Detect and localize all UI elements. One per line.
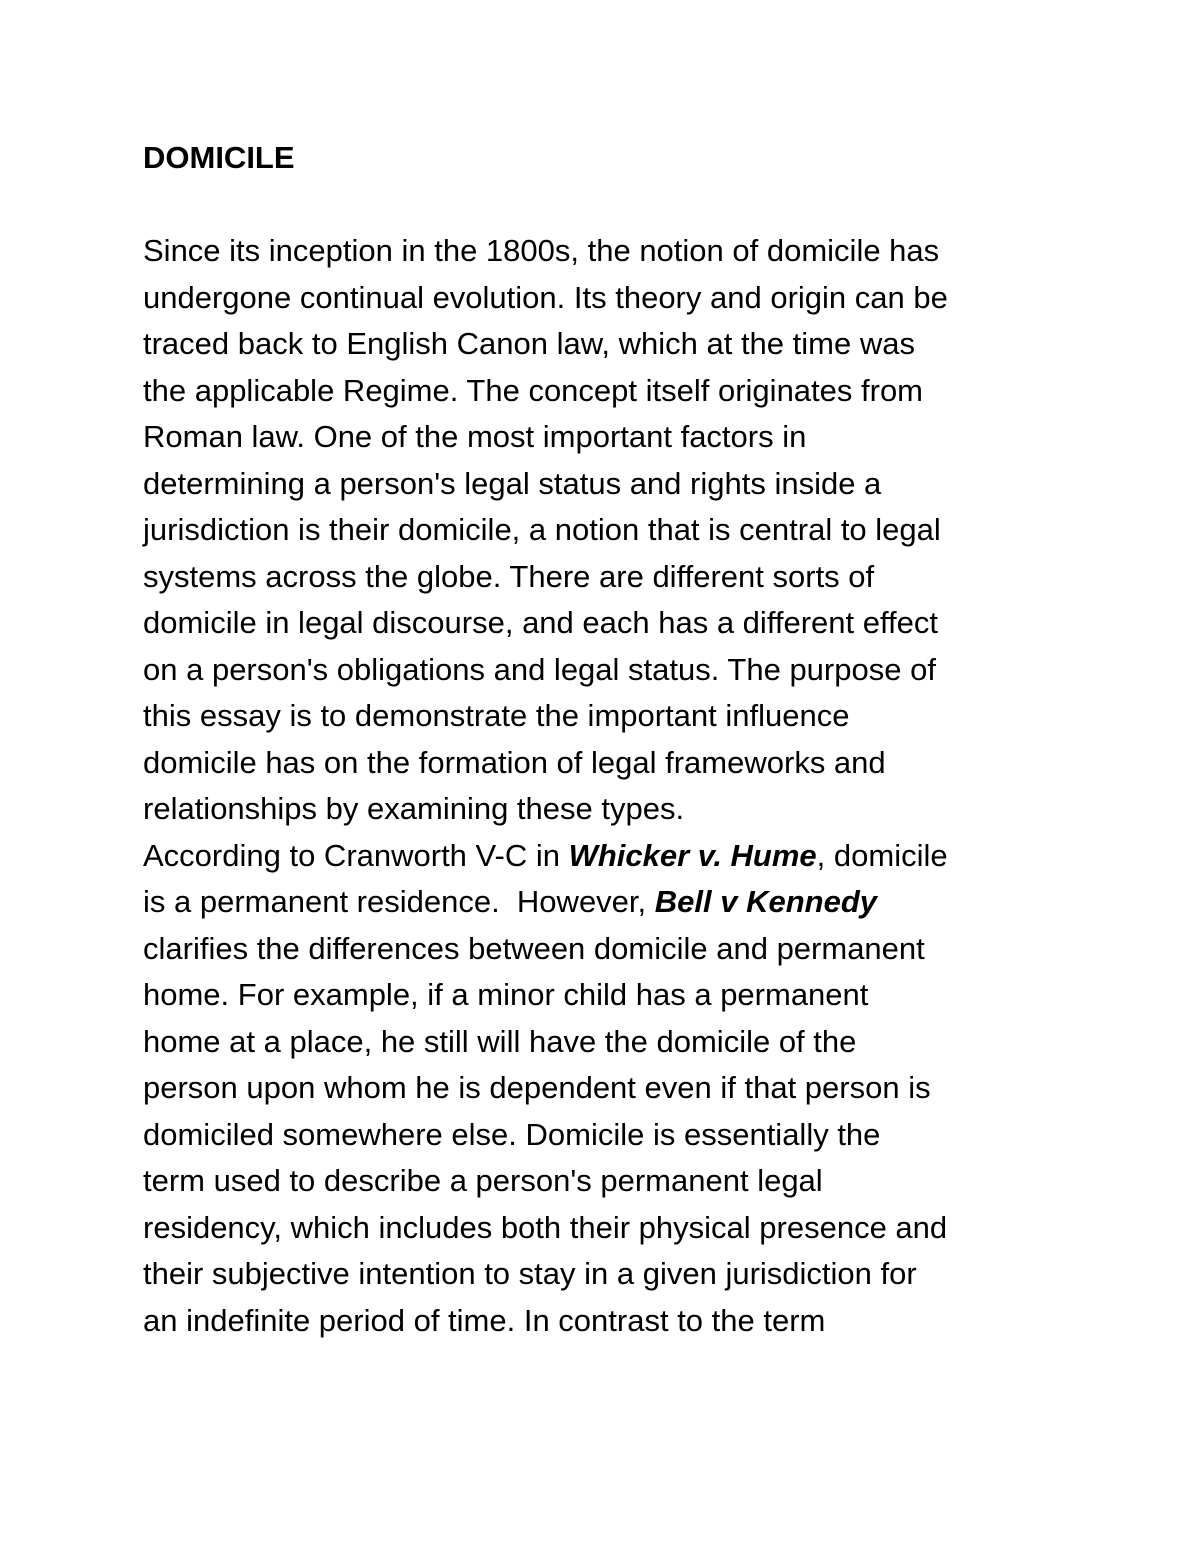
text-line: on a person's obligations and legal status. The purpose of (143, 651, 936, 687)
text-line: domicile in legal discourse, and each has a different effect (143, 605, 939, 640)
text-line: systems across the globe. There are different sorts of (143, 558, 875, 594)
case-citation-bell-v-kennedy: Bell v Kennedy (654, 884, 878, 919)
text-line: this essay is to demonstrate the important influence (143, 698, 850, 733)
text-line: home at a place, he still will have the domicile of the (143, 1023, 857, 1059)
text-line: an indefinite period of time. In contrast to the term (143, 1302, 826, 1338)
text-line: term used to describe a person's permanent legal (143, 1163, 823, 1198)
text-line: jurisdiction is their domicile, a notion that is central to legal (143, 512, 941, 547)
document-title: DOMICILE (143, 140, 295, 175)
document-body (143, 135, 1063, 1344)
text-run: is a permanent residence. However, (143, 884, 655, 919)
text-line: domiciled somewhere else. Domicile is essentially the (143, 1116, 881, 1152)
text-line: Since its inception in the 1800s, the notion of domicile has (143, 233, 940, 268)
text-line: traced back to English Canon law, which at the time was (143, 326, 915, 361)
text-line (143, 879, 1063, 926)
text-line (143, 833, 1063, 880)
text-line: home. For example, if a minor child has a permanent (143, 977, 869, 1012)
text-line: determining a person's legal status and rights inside a (143, 465, 882, 501)
text-line: Roman law. One of the most important factors in (143, 419, 807, 454)
text-line: residency, which includes both their physical presence and (143, 1209, 948, 1245)
text-line: clarifies the differences between domicile and permanent (143, 930, 925, 966)
paragraph-definition (143, 833, 1063, 1345)
text-run: According to Cranworth V-C in (143, 837, 569, 873)
text-line: their subjective intention to stay in a given jurisdiction for (143, 1256, 917, 1291)
blank-line (143, 182, 1063, 229)
text-line: the applicable Regime. The concept itself originates from (143, 372, 924, 408)
paragraph-intro (143, 228, 1063, 833)
text-line: undergone continual evolution. Its theory and origin can be (143, 279, 948, 315)
text-run: , domicile (816, 837, 948, 873)
text-line: relationships by examining these types. (143, 791, 685, 826)
text-line: person upon whom he is dependent even if that person is (143, 1070, 931, 1105)
case-citation-whicker-v-hume: Whicker v. Hume (568, 837, 817, 873)
text-line: domicile has on the formation of legal frameworks and (143, 744, 886, 780)
